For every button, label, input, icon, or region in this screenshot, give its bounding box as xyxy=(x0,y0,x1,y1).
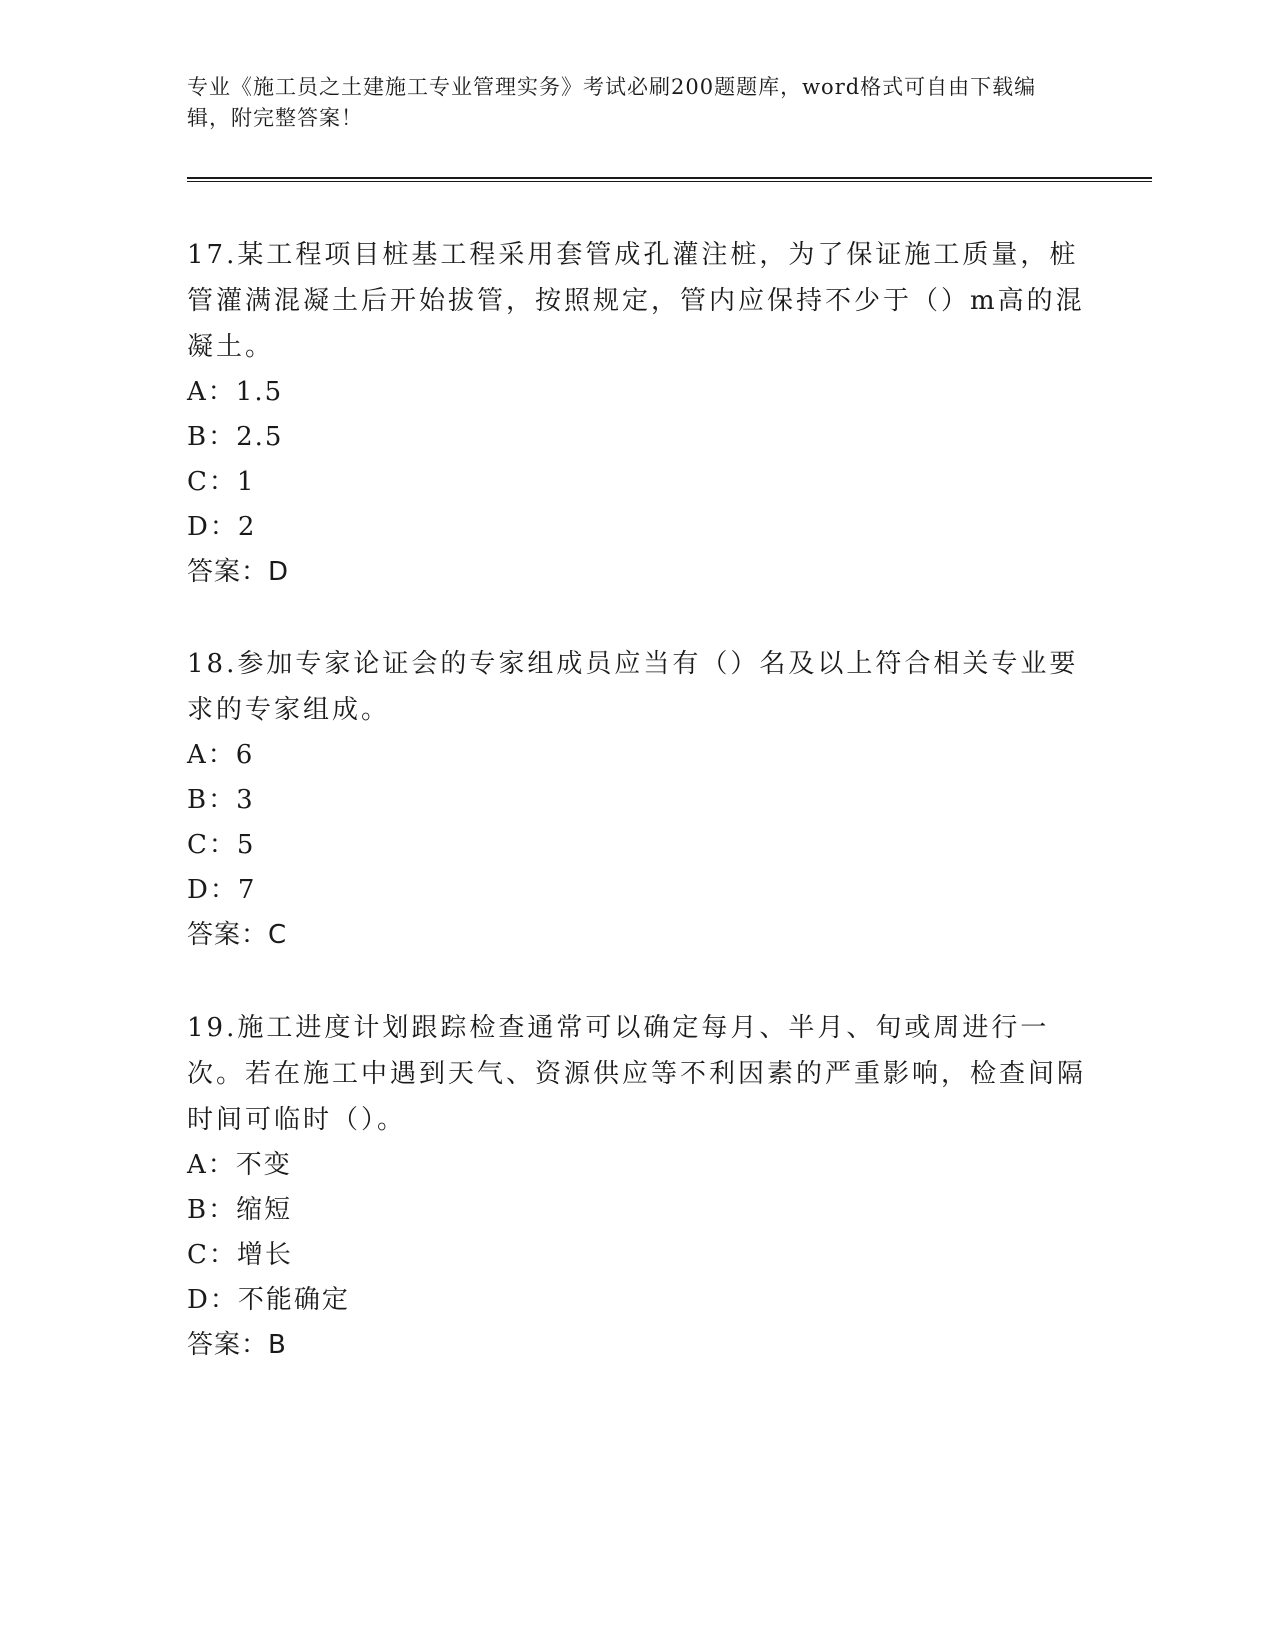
document-header: 专业《施工员之土建施工专业管理实务》考试必刷200题题库，word格式可自由下载编辑，附完整答案！ xyxy=(187,75,1037,130)
header-divider xyxy=(187,177,1152,182)
option-c: C：1 xyxy=(187,467,256,497)
option-a: A：不变 xyxy=(187,1150,292,1180)
option-d: D：不能确定 xyxy=(187,1285,350,1315)
answer: 答案：D xyxy=(187,557,290,587)
option-c: C：增长 xyxy=(187,1240,293,1270)
option-c: C：5 xyxy=(187,830,256,860)
answer: 答案：B xyxy=(187,1330,287,1360)
question-17 xyxy=(187,232,1087,595)
question-18 xyxy=(187,641,1087,958)
option-a: A：6 xyxy=(187,740,255,770)
option-a: A：1.5 xyxy=(187,377,284,407)
question-stem: 17.某工程项目桩基工程采用套管成孔灌注桩，为了保证施工质量，桩管灌满混凝土后开始拔管，按照规定，管内应保持不少于（）m高的混凝土。 xyxy=(187,240,1085,362)
question-19 xyxy=(187,1005,1087,1368)
option-d: D：2 xyxy=(187,512,257,542)
option-b: B：2.5 xyxy=(187,422,284,452)
option-d: D：7 xyxy=(187,875,257,905)
question-stem: 18.参加专家论证会的专家组成员应当有（）名及以上符合相关专业要求的专家组成。 xyxy=(187,649,1079,725)
question-stem: 19.施工进度计划跟踪检查通常可以确定每月、半月、旬或周进行一次。若在施工中遇到天气、资源供应等不利因素的严重影响，检查间隔时间可临时（）。 xyxy=(187,1013,1087,1135)
answer: 答案：C xyxy=(187,920,288,950)
option-b: B：缩短 xyxy=(187,1195,293,1225)
option-b: B：3 xyxy=(187,785,255,815)
